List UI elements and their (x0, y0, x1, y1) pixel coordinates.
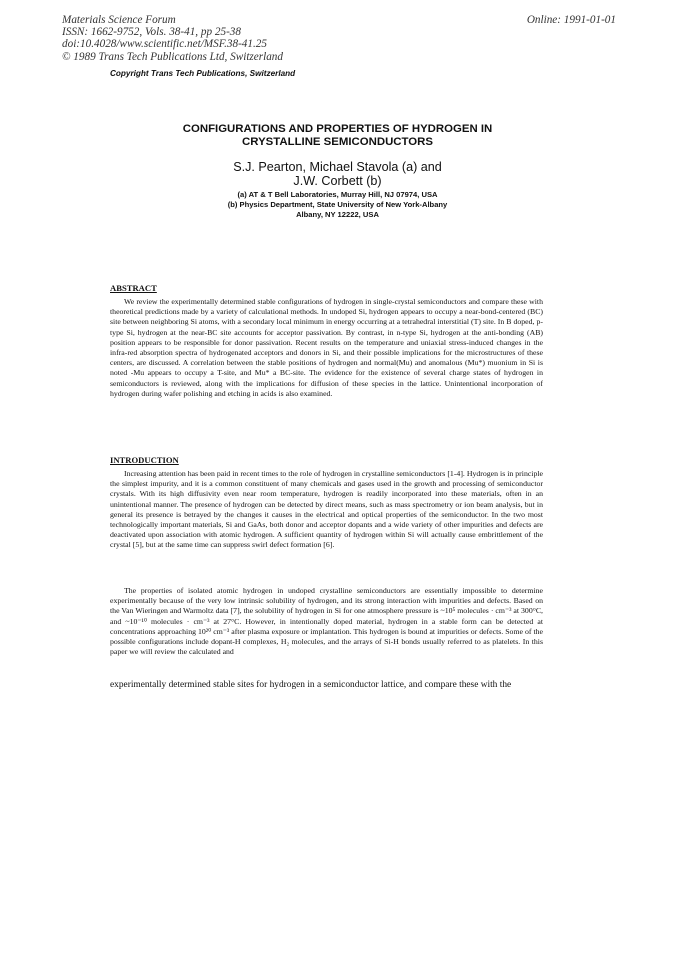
intro-paragraph-1: Increasing attention has been paid in recent times to the role of hydrogen in crystalline semiconductors [1-4]. Hydrogen is in principle the simplest impurity, and it is a common constituent of many chemicals and gases used in the growth and processing of semiconductor crystals. With its high diffusivity even near room temperature, hydrogen is readily incorporated into these materials, often in an unintentional manner. The presence of hydrogen can be detected by direct means, such as mass spectrometry or ion beam analysis, but in general its presence is betrayed by the changes it causes in the electrical and optical properties of the semiconductor. In the two most technologically important materials, Si and GaAs, both donor and acceptor dopants and a wide variety of other impurities and defects are deactivated upon association with atomic hydrogen. A sufficient quantity of hydrogen within Si will actually cause embrittlement of the crystal [5], but at the same time can suppress swirl defect formation [6]. (110, 469, 543, 550)
affiliations (110, 190, 565, 221)
author-line-2: J.W. Corbett (b) (293, 174, 382, 188)
affiliation-a: (a) AT & T Bell Laboratories, Murray Hill, NJ 07974, USA (237, 190, 438, 199)
title-line-1: CONFIGURATIONS AND PROPERTIES OF HYDROGEN IN (182, 123, 493, 135)
copyright-notice: Copyright Trans Tech Publications, Switzerland (110, 69, 296, 78)
journal-metadata (62, 14, 283, 63)
author-line-1: S.J. Pearton, Michael Stavola (a) and (233, 160, 442, 174)
online-date: Online: 1991-01-01 (526, 14, 616, 26)
affiliation-b-city: Albany, NY 12222, USA (296, 210, 379, 220)
journal-name: Materials Science Forum (62, 14, 176, 26)
publisher-line: © 1989 Trans Tech Publications Ltd, Switzerland (62, 50, 283, 63)
intro-paragraph-2-continued: experimentally determined stable sites for hydrogen in a semiconductor lattice, and compare these with the (110, 680, 512, 690)
abstract-heading: ABSTRACT (110, 283, 157, 293)
affiliation-b: (b) Physics Department, State University of New York-Albany (227, 200, 448, 210)
issn-line: ISSN: 1662-9752, Vols. 38-41, pp 25-38 (62, 26, 241, 39)
abstract-text: We review the experimentally determined stable configurations of hydrogen in single-crystal semiconductors and compare these with theoretical predictions made by a variety of calculational methods. In undoped Si, hydrogen appears to occupy a near-bond-centered (BC) site between neighboring Si atoms, with a secondary local minimum in energy occurring at a tetrahedral interstitial (T) site. In B doped, p-type Si, hydrogen at the near-BC site accounts for acceptor passivation. By contrast, in n-type Si, hydrogen at the anti-bonding (AB) position appears to be responsible for donor passivation. Recent results on the temperature and uniaxial stress-induced changes in the infra-red absorption spectra of hydrogenated acceptors and donors in Si, and their possible implications for the microstructures of these centers, are discussed. A correlation between the stable positions of hydrogen and normal(Mu) and anomalous (Mu*) muonium in Si is noted -Mu appears to occupy a T-site, and Mu* a BC-site. The evidence for the existence of several charge states of hydrogen in semiconductors is reviewed, along with the implications for diffusion of these species in the lattice. Unintentional incorporation of hydrogen during wafer polishing and etching in acids is also examined. (110, 297, 543, 398)
title-line-2: CRYSTALLINE SEMICONDUCTORS (242, 136, 433, 148)
author-list (110, 160, 565, 188)
intro-paragraph-2: The properties of isolated atomic hydrogen in undoped crystalline semiconductors are essentially impossible to determine experimentally because of the very low intrinsic solubility of hydrogen, and its strong interaction with impurities and defects. Based on the Van Wieringen and Warmoltz data [7], the solubility of hydrogen in Si for one atmosphere pressure is ~10⁵ molecules · cm⁻³ at 300°C, and ~10⁻¹⁰ molecules · cm⁻³ at 27°C. However, in intentionally doped material, hydrogen in a stable form can be detected at concentrations approaching 10²⁰ cm⁻³ after plasma exposure or implantation. This hydrogen is bound at impurities or defects. Some of the possible configurations include dopant-H complexes, H₂ molecules, and the arrays of Si-H bonds usually referred to as platelets. In this paper we will review the calculated and (110, 586, 543, 657)
paper-title (110, 123, 565, 149)
doi-line: doi:10.4028/www.scientific.net/MSF.38-41.25 (62, 38, 267, 51)
introduction-heading: INTRODUCTION (110, 455, 179, 465)
